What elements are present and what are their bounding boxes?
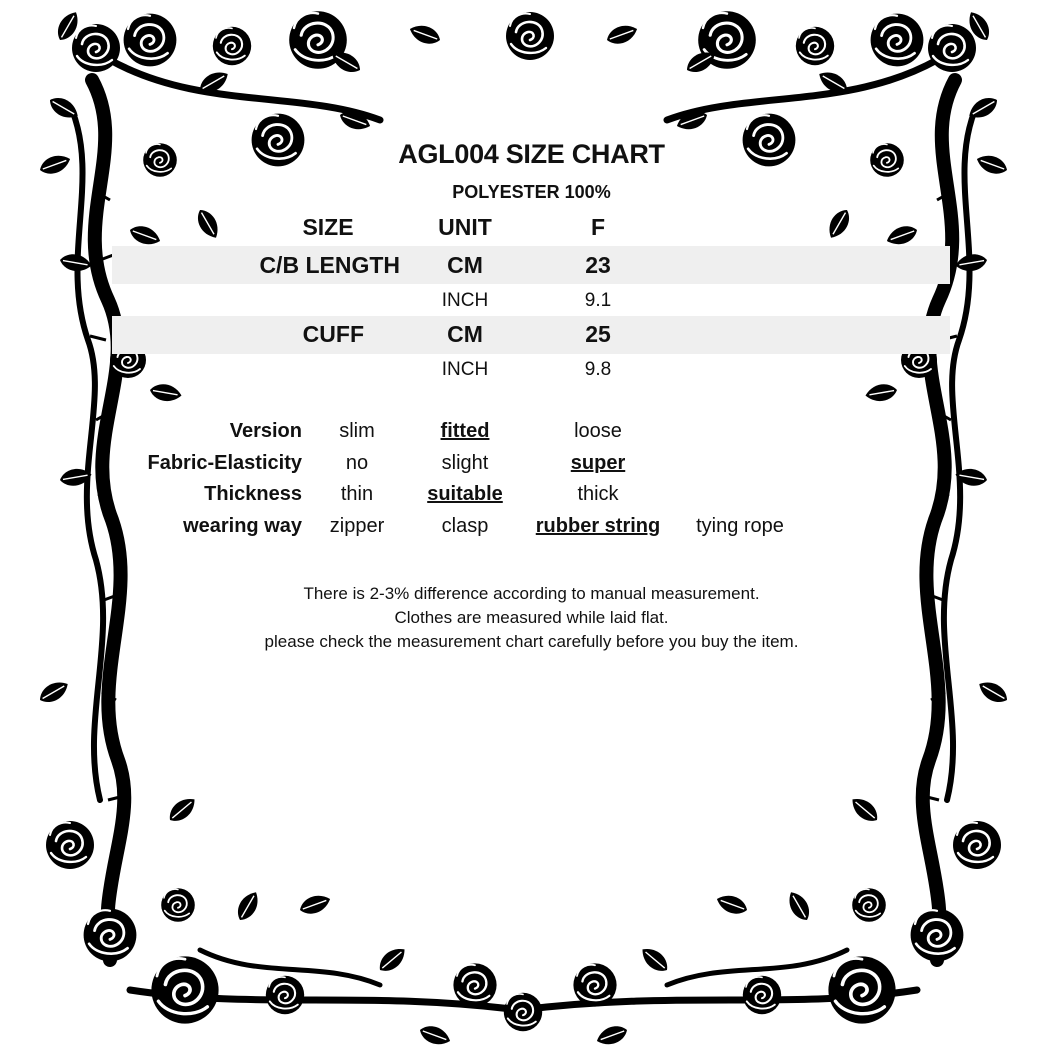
cb-length-unit-cm: CM (447, 252, 483, 278)
version-option-loose: loose (574, 420, 622, 442)
attr-label-wearing-way: wearing way (183, 515, 302, 537)
header-size: SIZE (302, 214, 354, 240)
attr-label-fabric-elasticity: Fabric-Elasticity (147, 452, 302, 474)
version-option-fitted-selected: fitted (440, 420, 490, 442)
version-option-slim: slim (339, 420, 375, 442)
cuff-value-cm: 25 (585, 321, 611, 347)
note-laid-flat: Clothes are measured while laid flat. (394, 608, 669, 627)
cuff-unit-cm: CM (447, 321, 483, 347)
cb-length-value-cm: 23 (585, 252, 611, 278)
note-measurement-difference: There is 2-3% difference according to manual measurement. (303, 584, 760, 603)
note-check-chart: please check the measurement chart carefully before you buy the item. (264, 632, 799, 651)
cb-length-unit-inch: INCH (441, 290, 489, 311)
material-label: POLYESTER 100% (452, 182, 611, 202)
cuff-unit-inch: INCH (441, 359, 489, 380)
wearing-option-tying-rope: tying rope (696, 515, 784, 537)
row-label-cb-length: C/B LENGTH (259, 252, 400, 278)
thickness-option-thin: thin (340, 483, 374, 505)
attr-label-version: Version (229, 420, 302, 442)
chart-title: AGL004 SIZE CHART (398, 139, 665, 169)
elasticity-option-super-selected: super (570, 452, 626, 474)
cuff-value-inch: 9.8 (584, 359, 612, 380)
header-f: F (590, 214, 606, 240)
thickness-option-suitable-selected: suitable (427, 483, 503, 505)
thickness-option-thick: thick (577, 483, 619, 505)
header-unit: UNIT (438, 214, 492, 240)
cb-length-value-inch: 9.1 (584, 290, 612, 311)
row-label-cuff: CUFF (302, 321, 364, 347)
attr-label-thickness: Thickness (204, 483, 302, 505)
elasticity-option-no: no (345, 452, 369, 474)
wearing-option-zipper: zipper (329, 515, 385, 537)
wearing-option-clasp: clasp (441, 515, 489, 537)
wearing-option-rubber-string-selected: rubber string (535, 515, 661, 537)
elasticity-option-slight: slight (441, 452, 489, 474)
